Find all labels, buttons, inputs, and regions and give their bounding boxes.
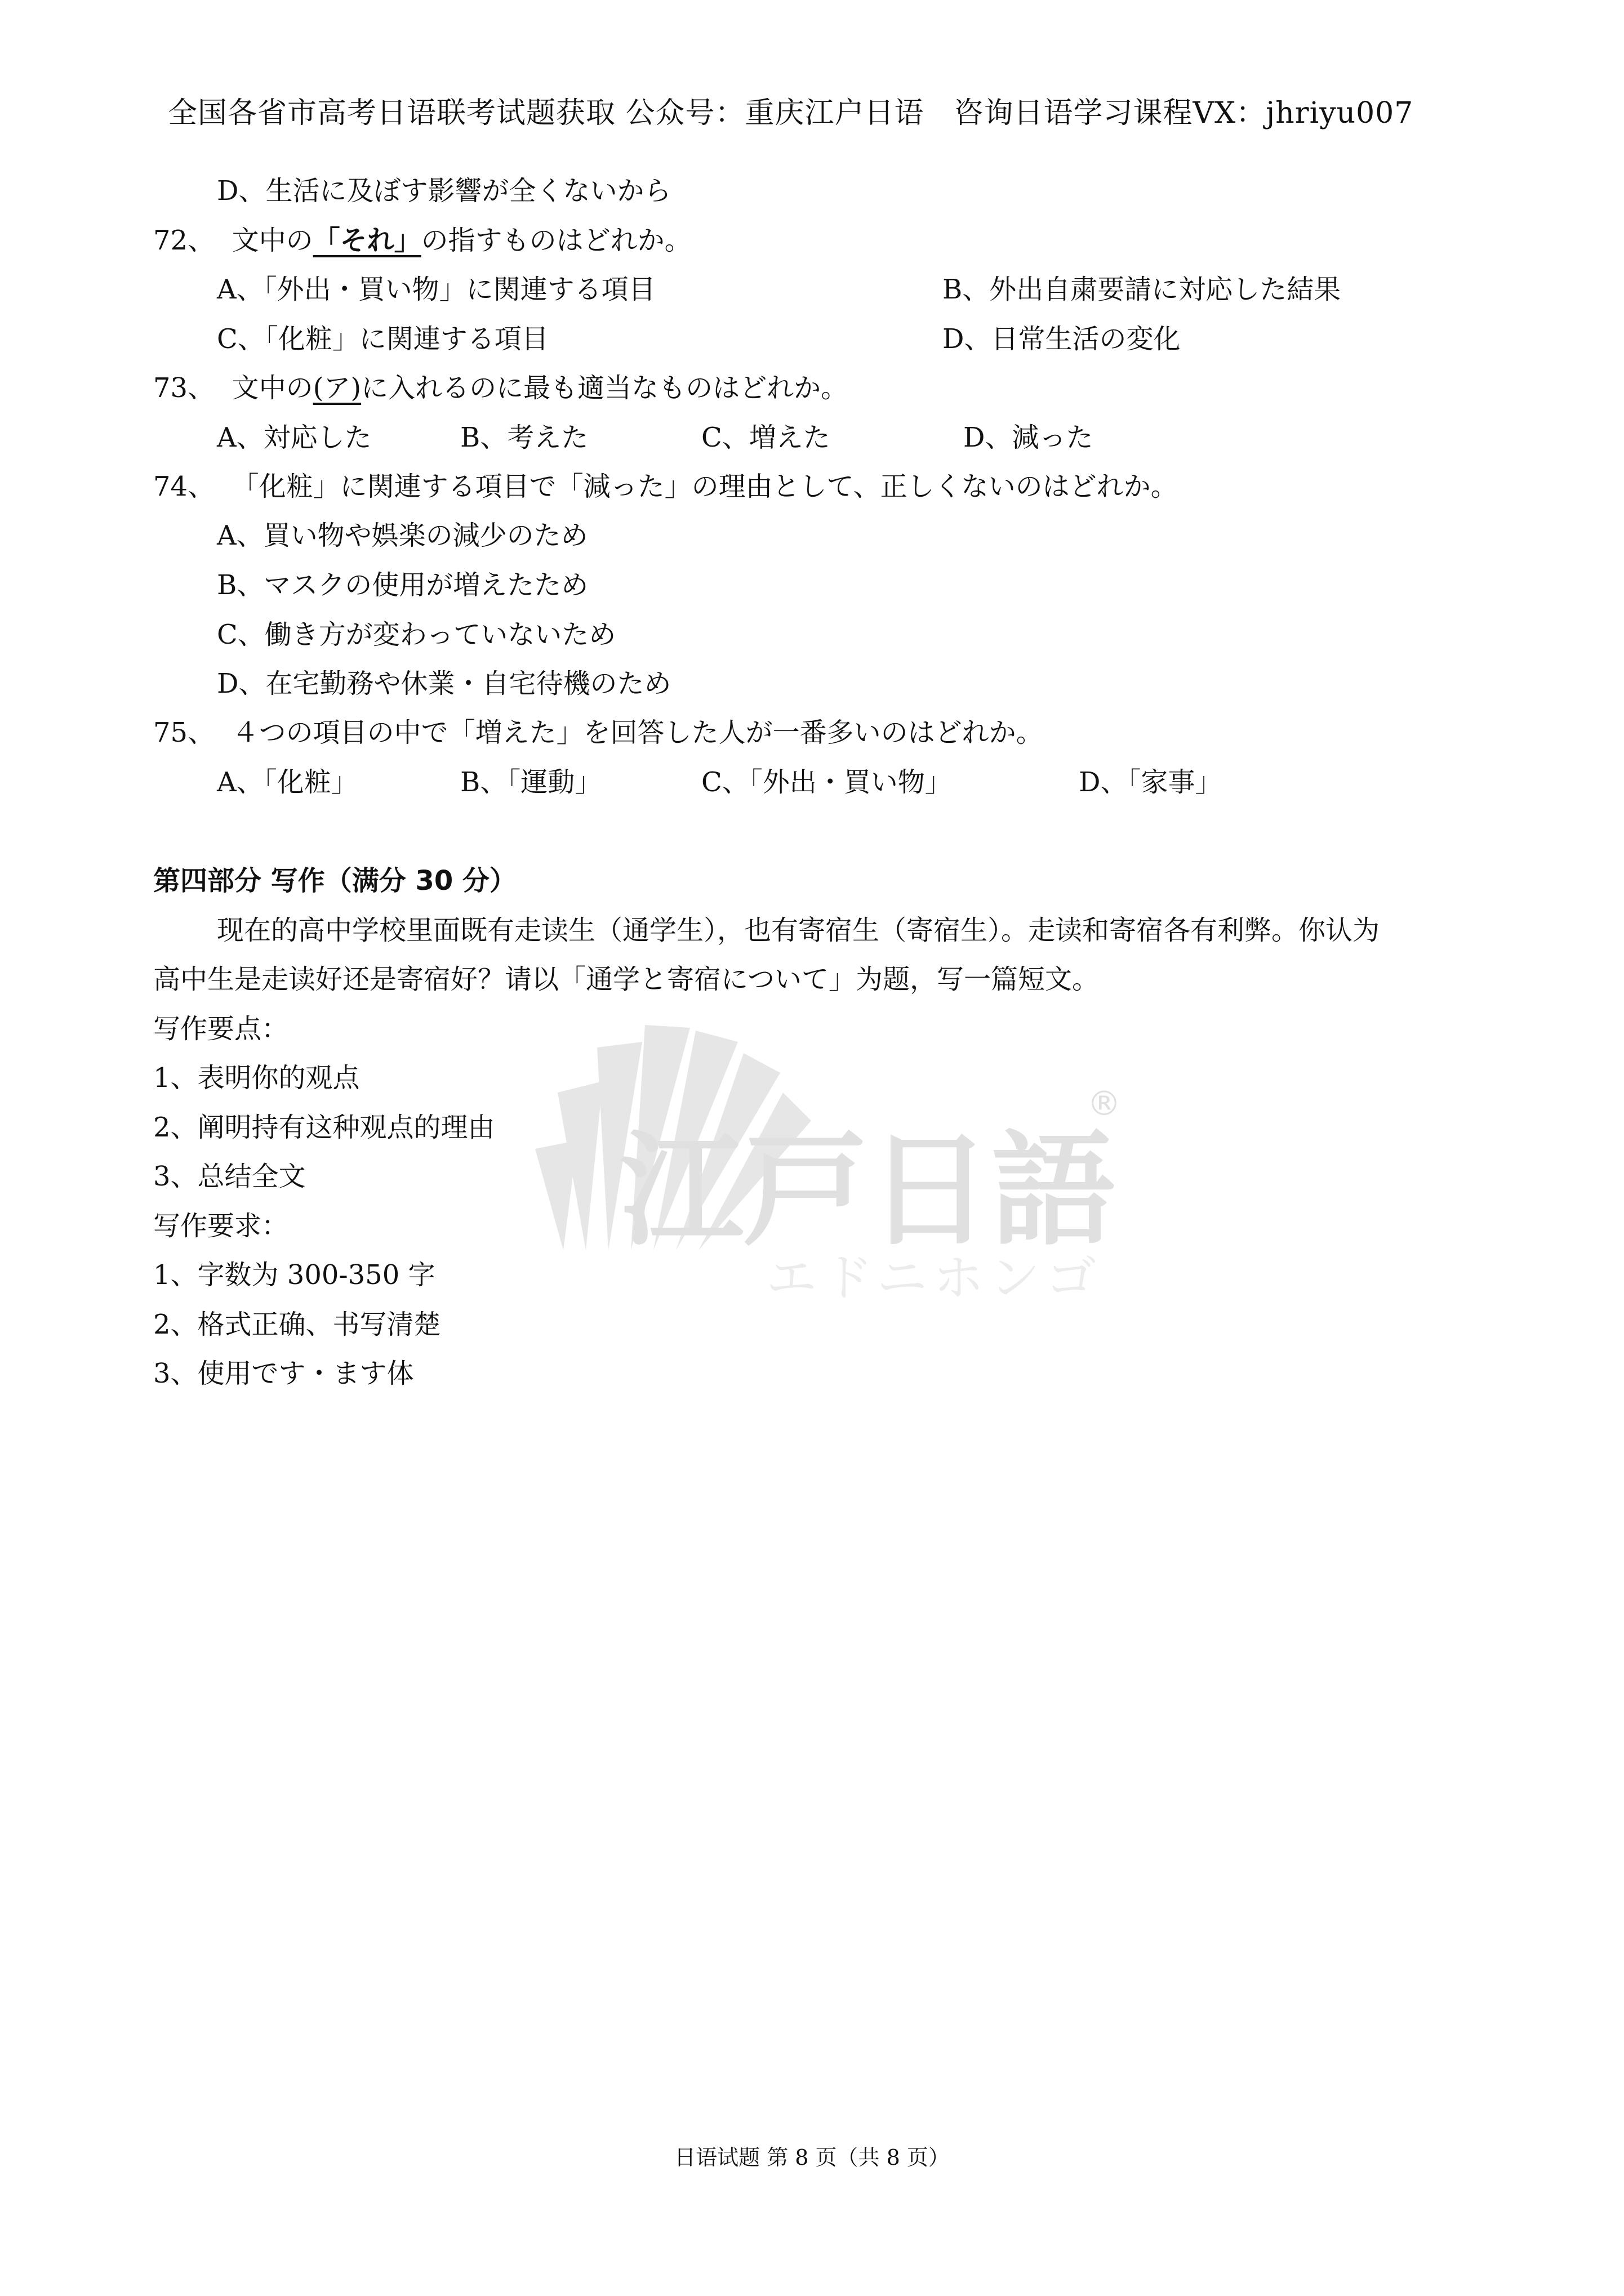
requirements-title: 写作要求： [153,1210,289,1242]
q74-option-b: B、マスクの使用が増えたため [217,569,589,601]
logo-text: 江戸日語 [620,1118,1116,1263]
q72-option-b: B、外出自粛要請に対応した結果 [942,274,1341,305]
q73-option-c: C、増えた [701,422,830,453]
svg-text:®: ® [1087,1084,1121,1124]
page-footer: 日语试题 第 8 页（共 8 页） [674,2145,950,2170]
q73-option-b: B、考えた [460,422,589,453]
q75-option-b: B、「運動」 [460,766,602,798]
requirement-2: 2、格式正确、书写清楚 [153,1309,441,1340]
point-2: 2、阐明持有这种观点的理由 [153,1112,495,1143]
q74-option-c: C、働き方が変わっていないため [217,619,616,650]
q74-stem: 74、 「化粧」に関連する項目で「減った」の理由として、正しくないのはどれか。 [153,471,1178,502]
q72-option-a: A、「外出・買い物」に関連する項目 [217,274,656,305]
q73-stem: 73、 文中の(ア)に入れるのに最も適当なものはどれか。 [153,372,848,404]
point-1: 1、表明你的观点 [153,1062,360,1094]
page-header: 全国各省市高考日语联考试题获取 公众号：重庆江户日语 咨询日语学习课程VX：jhriyu007 [168,96,1414,130]
q73-mark: (ア) [313,372,362,404]
q72-option-d: D、日常生活の変化 [942,323,1181,355]
q71-option-d: D、生活に及ぼす影響が全くないから [217,175,671,207]
q73-option-a: A、対応した [217,422,372,453]
requirement-3: 3、使用です・ます体 [153,1358,414,1389]
q75-stem: 75、 ４つの項目の中で「増えた」を回答した人が一番多いのはどれか。 [153,717,1043,748]
section-title: 第四部分 写作（满分 30 分） [153,865,517,897]
q74-option-d: D、在宅勤務や休業・自宅待機のため [217,668,671,699]
q75-option-c: C、「外出・買い物」 [701,766,952,798]
q72-option-c: C、「化粧」に関連する項目 [217,323,549,355]
points-title: 写作要点： [153,1013,289,1045]
watermark-logo [524,1008,1172,1323]
point-3: 3、总结全文 [153,1161,306,1192]
svg-text:エドニホンゴ: エドニホンゴ [766,1249,1102,1308]
q75-option-a: A、「化粧」 [217,766,358,798]
q75-option-d: D、「家事」 [1079,766,1222,798]
q74-option-a: A、買い物や娯楽の減少のため [217,520,588,551]
prompt-line-2: 高中生是走读好还是寄宿好？请以「通学と寄宿について」为题，写一篇短文。 [153,964,1100,995]
q73-option-d: D、減った [963,422,1093,453]
q72-stem: 72、 文中の「それ」の指すものはどれか。 [153,225,692,256]
prompt-line-1: 现在的高中学校里面既有走读生（通学生），也有寄宿生（寄宿生）。走读和寄宿各有利弊。你认为 [217,915,1380,946]
requirement-1: 1、字数为 300-350 字 [153,1259,435,1291]
q72-mark: 「それ」 [313,225,421,256]
